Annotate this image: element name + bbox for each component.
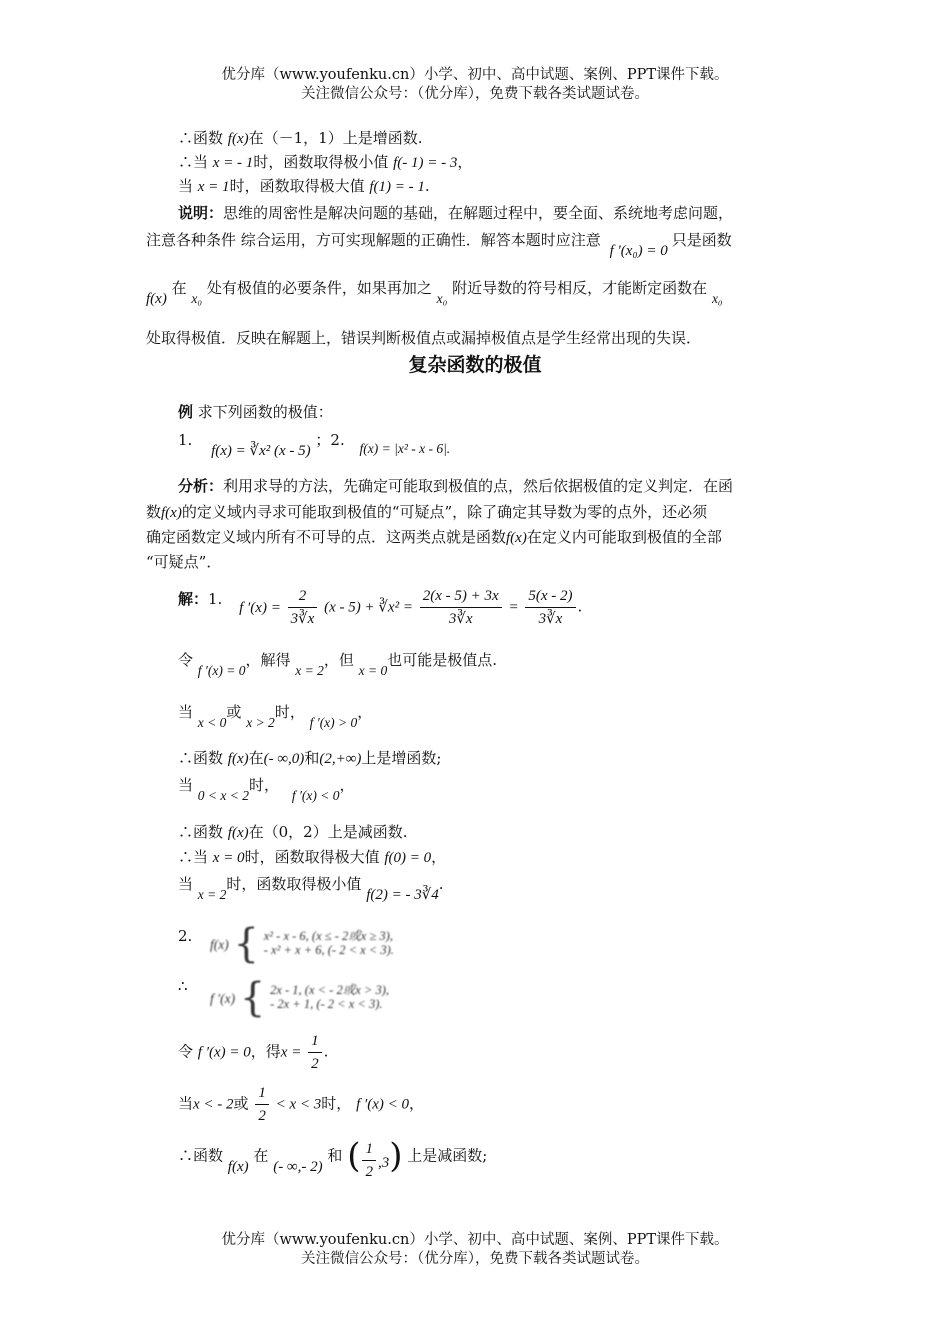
solution1-derivative xyxy=(178,585,582,630)
text: ，得 xyxy=(250,1042,281,1061)
text: ， xyxy=(409,1094,425,1113)
analysis-line-1 xyxy=(178,476,733,496)
right-paren: ) xyxy=(389,1135,403,1176)
math: f(x) xyxy=(227,131,249,147)
text: ， xyxy=(357,703,373,721)
top-line-3: 当 x = 1时，函数取得极大值 f(1) = - 1. xyxy=(178,177,430,195)
text: 时，函数取得极小值 xyxy=(226,875,362,893)
text: 和 xyxy=(327,1146,343,1165)
solution1-row-4 xyxy=(178,775,355,803)
solution1-row-7 xyxy=(178,874,444,903)
math: x = 0 xyxy=(358,663,388,678)
note-label: 说明： xyxy=(178,204,224,222)
text: . xyxy=(577,597,583,616)
text: ，但 xyxy=(323,651,354,669)
math: (x - 5) + ∛x² = xyxy=(324,599,413,616)
note-line-4: 处取得极值．反映在解题上，错误判断极值点或漏掉极值点是学生经常出现的失误． xyxy=(146,329,702,347)
text: 时， xyxy=(274,703,305,721)
solution1-row-3 xyxy=(178,748,441,769)
solution-label: 解： xyxy=(178,589,209,608)
footer-line-2: 关注微信公众号：（优分库），免费下载各类试题试卷。 xyxy=(301,1251,649,1267)
text: 在 xyxy=(171,279,187,297)
math: x = 2 xyxy=(295,663,324,678)
math: 0 < x < 2 xyxy=(197,788,250,803)
math: x = xyxy=(280,1044,302,1061)
text: 当 xyxy=(178,776,194,794)
math: f ′(x) = xyxy=(239,599,281,616)
math: f(x) xyxy=(227,751,249,767)
math: f(1) = - 1 xyxy=(369,179,425,195)
math: f ′(x₀) = 0 xyxy=(609,243,668,259)
denominator: 3∛x xyxy=(290,611,315,627)
math: f(x) = ∛x² (x - 5) xyxy=(211,443,311,459)
math: (- ∞,0) xyxy=(263,751,305,767)
text: 时，函数取得极大值 xyxy=(244,848,385,866)
text: ∴当 xyxy=(178,153,213,171)
math: x = 2 xyxy=(197,887,227,902)
piecewise-cases xyxy=(270,983,389,1011)
math: f ′(x) = 0 xyxy=(197,1044,251,1061)
case: 2x - 1, (x < - 2或x > 3), xyxy=(270,983,389,997)
math: x = 1 xyxy=(197,179,230,195)
math: ,3 xyxy=(377,1154,390,1171)
math: f(x) = |x² - x - 6|. xyxy=(359,441,451,456)
analysis-line-3 xyxy=(146,527,722,548)
text: 时， xyxy=(321,1094,352,1113)
text: 时，函数取得极小值 xyxy=(253,153,394,171)
math: f ′(x) xyxy=(210,991,236,1006)
math: f ′(x) > 0 xyxy=(309,715,358,730)
fraction xyxy=(308,1030,322,1075)
analysis-line-2 xyxy=(146,502,707,523)
math: f(x) xyxy=(506,530,527,546)
text: 当 xyxy=(178,875,194,893)
text: 确定函数定义域内所有不可导的点．这两类点就是函数 xyxy=(146,528,507,546)
solution1-row-6 xyxy=(178,847,446,868)
text: 注意各种条件 综合运用，方可实现解题的正确性．解答本题时应注意 xyxy=(146,231,601,249)
text: 处有极值的必要条件，如果再加之 xyxy=(206,279,432,297)
text: 上是增函数; xyxy=(361,749,442,767)
numerator: 2(x - 5) + 3x xyxy=(420,585,502,608)
text: 也可能是极值点. xyxy=(387,651,498,669)
note-line-2 xyxy=(146,230,732,259)
numerator: 2 xyxy=(288,585,318,608)
header-line-2: 关注微信公众号：（优分库），免费下载各类试题试卷。 xyxy=(301,86,649,102)
math: f(x) xyxy=(146,291,167,307)
case: - x² + x + 6, (- 2 < x < 3). xyxy=(263,943,394,957)
text: 或 xyxy=(226,703,242,721)
piecewise-cases xyxy=(264,929,394,957)
math: x < - 2 xyxy=(193,1096,234,1113)
text: 1. xyxy=(208,589,223,608)
text: 思维的周密性是解决问题的基础，在解题过程中，要全面、系统地考虑问题， xyxy=(223,204,734,222)
text: ∴函数 xyxy=(178,1146,224,1165)
denominator: 2 xyxy=(258,1108,266,1124)
therefore-symbol: ∴ xyxy=(178,977,188,995)
numerator: 1 xyxy=(362,1138,376,1161)
solution2-row-3 xyxy=(178,1134,487,1179)
math: f(2) = - 3∛4 xyxy=(366,887,439,903)
text: 令 xyxy=(178,1042,194,1061)
math: (2,+∞) xyxy=(319,751,362,767)
solution2-row-1 xyxy=(178,1030,328,1075)
fraction xyxy=(525,585,575,630)
solution1-row-2 xyxy=(178,702,373,730)
text: 求下列函数的极值： xyxy=(193,403,333,421)
text: ， xyxy=(339,776,355,794)
math: (- ∞,- 2) xyxy=(273,1158,323,1175)
solution1-row-1 xyxy=(178,650,498,678)
numerator: 1 xyxy=(308,1030,322,1053)
numerator: 1 xyxy=(255,1082,269,1105)
left-paren: ( xyxy=(347,1135,361,1176)
math: x₀ xyxy=(711,291,723,306)
text: 令 xyxy=(178,651,194,669)
denominator: 2 xyxy=(311,1056,319,1072)
note-line-1 xyxy=(178,203,733,223)
text: 利用求导的方法，先确定可能取到极值的点，然后依据极值的定义判定．在函 xyxy=(223,477,734,495)
example-label: 例 xyxy=(178,403,194,421)
left-brace: { xyxy=(233,921,259,967)
denominator: 3∛x xyxy=(538,611,563,627)
section-title: 复杂函数的极值 xyxy=(408,354,542,376)
math: x = - 1 xyxy=(212,155,254,171)
example-line xyxy=(178,402,333,422)
header-line-1: 优分库（www.youfenku.cn）小学、初中、高中试题、案例、PPT课件下载。 xyxy=(221,67,729,83)
solution2-row-2 xyxy=(178,1082,424,1127)
fraction xyxy=(420,585,502,630)
text: 1. xyxy=(178,431,193,449)
text: ，解得 xyxy=(245,651,291,669)
analysis-label: 分析： xyxy=(178,477,224,495)
text: 和 xyxy=(304,749,320,767)
text: 在 xyxy=(248,749,264,767)
text: ∴当 xyxy=(178,848,213,866)
text: 上是减函数; xyxy=(407,1146,488,1165)
text: ∴函数 xyxy=(178,749,228,767)
text: ∴函数 xyxy=(178,823,228,841)
case: - 2x + 1, (- 2 < x < 3). xyxy=(270,997,383,1011)
math: f(- 1) = - 3 xyxy=(393,155,458,171)
text: 只是函数 xyxy=(671,231,732,249)
math: f ′(x) < 0 xyxy=(356,1096,410,1113)
math: f(x) xyxy=(227,825,249,841)
text: . xyxy=(323,1042,329,1061)
note-line-3 xyxy=(146,278,723,307)
text: 在（－1，1）上是增函数. xyxy=(248,129,423,147)
text: 的定义域内寻求可能取到极值的“可疑点”，除了确定其导数为零的点外，还必须 xyxy=(181,503,708,521)
example-problems xyxy=(178,430,451,459)
numerator: 5(x - 2) xyxy=(525,585,575,608)
math: f(x) xyxy=(227,1158,249,1175)
text: ∴函数 xyxy=(178,129,228,147)
text: 在定义内可能取到极值的全部 xyxy=(526,528,722,546)
text: 时，函数取得极大值 xyxy=(229,177,370,195)
math: = xyxy=(508,599,519,616)
case: x² - x - 6, (x ≤ - 2或x ≥ 3), xyxy=(263,929,393,943)
text: ， xyxy=(431,848,447,866)
math: x > 2 xyxy=(246,715,275,730)
text: 附近导数的符号相反，才能断定函数在 xyxy=(452,279,708,297)
text: 当 xyxy=(178,177,198,195)
text: 数 xyxy=(146,503,162,521)
denominator: 3∛x xyxy=(448,611,473,627)
left-brace: { xyxy=(239,975,266,1021)
math: x₀ xyxy=(436,291,448,306)
text: 在 xyxy=(253,1146,269,1165)
top-line-1 xyxy=(178,128,422,149)
math: f(x) xyxy=(161,505,182,521)
top-line-2: ∴当 x = - 1时，函数取得极小值 f(- 1) = - 3， xyxy=(178,153,473,171)
math: < x < 3 xyxy=(275,1096,322,1113)
solution1-row-5 xyxy=(178,822,407,843)
math: f ′(x) = 0 xyxy=(197,663,246,678)
math: x = 0 xyxy=(212,850,245,866)
math: f(x) xyxy=(210,937,229,952)
fraction xyxy=(255,1082,269,1127)
solution2-derivative-piecewise xyxy=(210,975,389,1023)
text: 当 xyxy=(178,1094,194,1113)
analysis-line-4: “可疑点”． xyxy=(146,553,222,571)
fraction xyxy=(288,585,318,630)
text: 时， xyxy=(249,776,280,794)
denominator: 2 xyxy=(365,1164,373,1180)
fraction xyxy=(362,1138,376,1183)
solution2-piecewise xyxy=(210,921,394,969)
footer-line-1: 优分库（www.youfenku.cn）小学、初中、高中试题、案例、PPT课件下载。 xyxy=(221,1232,729,1248)
text: . xyxy=(438,875,444,893)
math: f ′(x) < 0 xyxy=(291,788,340,803)
text: ；2. xyxy=(315,431,345,449)
text: 或 xyxy=(233,1094,249,1113)
text: 当 xyxy=(178,703,194,721)
solution2-num: 2. xyxy=(178,927,193,945)
text: 在（0，2）上是减函数. xyxy=(248,823,408,841)
math: f(0) = 0 xyxy=(384,850,432,866)
math: x₀ xyxy=(191,291,203,306)
math: x < 0 xyxy=(197,715,227,730)
